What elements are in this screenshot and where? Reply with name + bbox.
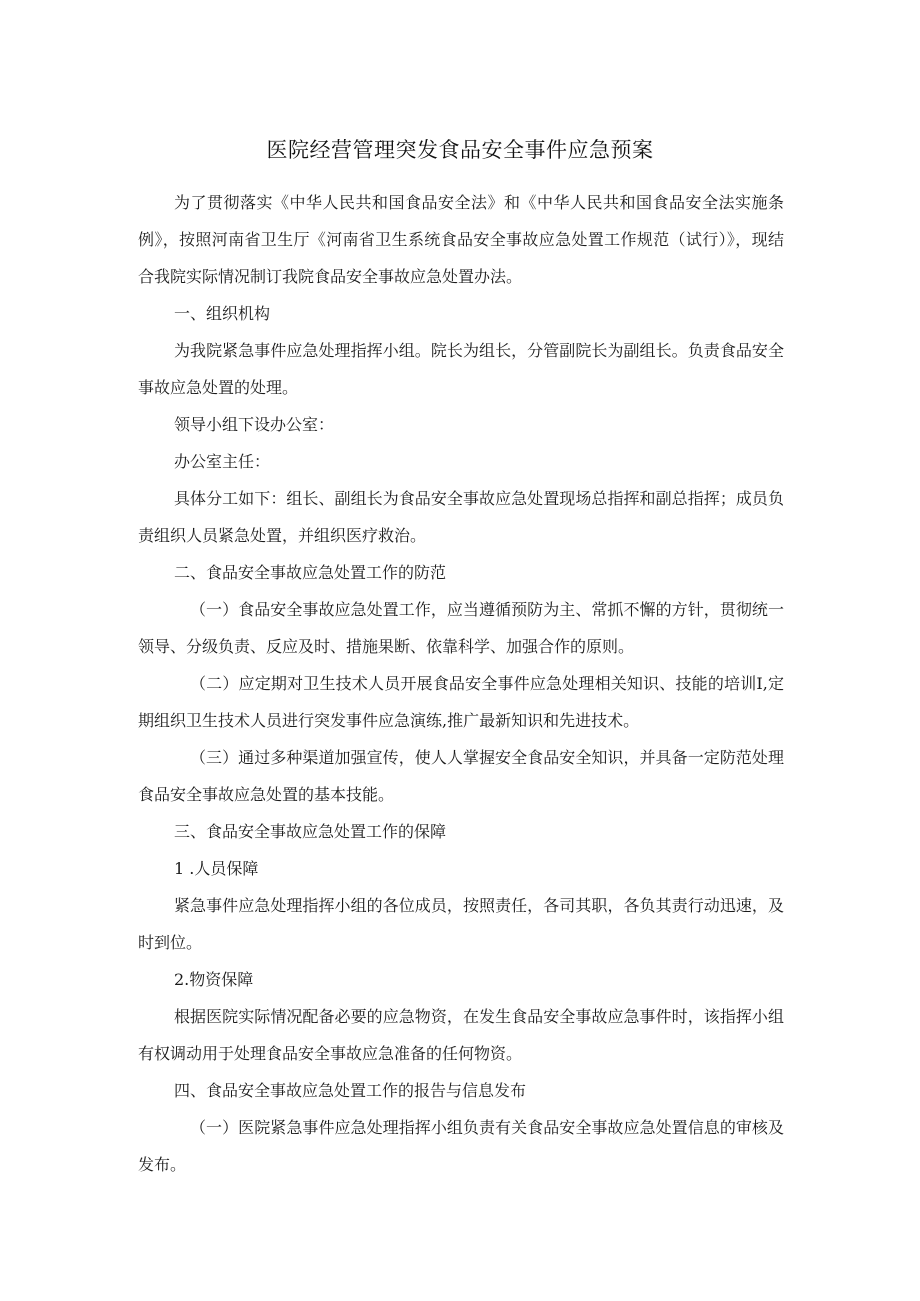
subheading-personnel: 1 .人员保障: [174, 859, 259, 878]
section-heading-organization: 一、组织机构: [174, 304, 271, 323]
paragraph: （一）医院紧急事件应急处理指挥小组负责有关食品安全事故应急处置信息的审核及发布。: [138, 1118, 784, 1174]
section-heading-prevention: 二、食品安全事故应急处置工作的防范: [174, 563, 447, 582]
paragraph: 为我院紧急事件应急处理指挥小组。院长为组长，分管副院长为副组长。负责食品安全事故应急处置的处理。: [138, 341, 784, 397]
section-heading-reporting: 四、食品安全事故应急处置工作的报告与信息发布: [174, 1081, 527, 1100]
intro-paragraph: 为了贯彻落实《中华人民共和国食品安全法》和《中华人民共和国食品安全法实施条例》，按照河南省卫生厅《河南省卫生系统食品安全事故应急处置工作规范（试行）》，现结合我院实际情况制订我院食品安全事故应急处置办法。: [138, 193, 784, 286]
paragraph: 领导小组下设办公室：: [174, 415, 335, 434]
document-body: [138, 184, 784, 1183]
paragraph: （二）应定期对卫生技术人员开展食品安全事件应急处理相关知识、技能的培训I,定期组织卫生技术人员进行突发事件应急演练,推广最新知识和先进技术。: [138, 674, 784, 730]
subheading-materials: 2.物资保障: [174, 970, 254, 989]
paragraph: 根据医院实际情况配备必要的应急物资，在发生食品安全事故应急事件时，该指挥小组有权调动用于处理食品安全事故应急准备的任何物资。: [138, 1007, 784, 1063]
paragraph: （三）通过多种渠道加强宣传，使人人掌握安全食品安全知识，并具备一定防范处理食品安全事故应急处置的基本技能。: [138, 748, 784, 804]
paragraph: （一）食品安全事故应急处置工作，应当遵循预防为主、常抓不懈的方针，贯彻统一领导、分级负责、反应及时、措施果断、依靠科学、加强合作的原则。: [138, 600, 784, 656]
paragraph: 办公室主任：: [174, 452, 271, 471]
section-heading-guarantee: 三、食品安全事故应急处置工作的保障: [174, 822, 447, 841]
paragraph: 具体分工如下：组长、副组长为食品安全事故应急处置现场总指挥和副总指挥；成员负责组织人员紧急处置，并组织医疗救治。: [138, 489, 784, 545]
paragraph: 紧急事件应急处理指挥小组的各位成员，按照责任，各司其职，各负其责行动迅速，及时到位。: [138, 896, 784, 952]
document-title: 医院经营管理突发食品安全事件应急预案: [266, 138, 654, 162]
